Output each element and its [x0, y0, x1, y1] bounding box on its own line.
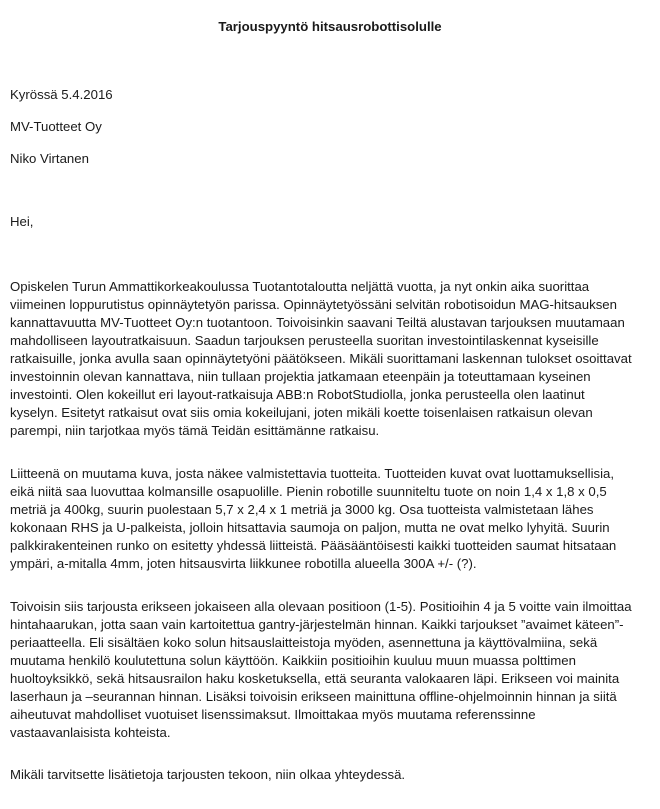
paragraph-line: Opiskelen Turun Ammattikorkeakoulussa Tuotantotaloutta neljättä vuotta, ja nyt onkin aika suorittaa [10, 279, 590, 294]
paragraph-line: metriä ja 400kg, suurin puolestaan 5,7 x 2,4 x 1 metriä ja 3000 kg. Osa tuotteista valmistetaan lähes [10, 502, 594, 517]
paragraph-line: investointi. Olen kokeillut eri layout-ratkaisuja ABB:n RobotStudiolla, jonka perusteella olen laatinut [10, 387, 585, 402]
date-line: Kyrössä 5.4.2016 [10, 87, 113, 102]
paragraph-line: aiheutuvat mahdolliset vuotuiset lisenssimaksut. Ilmoittakaa myös muutama referenssinne [10, 707, 536, 722]
paragraph-line: Mikäli tarvitsette lisätietoja tarjousten tekoon, niin olkaa yhteydessä. [10, 767, 406, 782]
paragraph-line: ympäri, a-mitalla 4mm, joten hitsausvirta liikkunee robotilla alueella 300A +/- (?). [10, 556, 477, 571]
paragraph-line: palkkirakenteinen runko on esitetty yhdessä liitteistä. Pääsääntöisesti kaikki tuotteiden saumat hitsataan [10, 538, 617, 553]
paragraph-line: hintahaarukan, jotta saan vain kartoitettua gantry-järjestelmän hinnan. Kaikki tarjoukset ”avaimet käteen”- [10, 617, 624, 632]
paragraph-line: kannattavuutta MV-Tuotteet Oy:n tuotantoon. Toivoisinkin saavani Teiltä alustavan tarjouksen muutamaan [10, 315, 625, 330]
recipient-company: MV-Tuotteet Oy [10, 119, 102, 134]
paragraph-3 [10, 598, 650, 742]
paragraph-line: muutama henkilö koulutettuna solun käyttöön. Kaikkiin positioihin kuuluu muun muassa polttimen [10, 653, 576, 668]
paragraph-2 [10, 465, 650, 573]
paragraph-line: viimeinen loppurutistus opinnäytetyön parissa. Opinnäytetyössäni selvitän robotisoidun MAG-hitsauksen [10, 297, 617, 312]
greeting: Hei, [10, 214, 34, 229]
paragraph-line: parempi, niin tarjotkaa myös tämä Teidän esittämänne ratkaisu. [10, 423, 380, 438]
paragraph-line: laserhaun ja –seurannan hinnan. Lisäksi toivoisin erikseen mainittuna offline-ohjelmoinnin hinnan ja siitä [10, 689, 617, 704]
paragraph-line: kokonaan RHS ja U-palkeista, jolloin hitsattavia saumoja on paljon, mutta ne ovat melko lyhyitä. Suurin [10, 520, 610, 535]
paragraph-line: ratkaisuille, jonka avulla saan opinnäytetyöni päätökseen. Mikäli suorittamani laskennan tulokset osoittavat [10, 351, 632, 366]
paragraph-line: eikä niitä saa luovuttaa kolmansille osapuolille. Pienin robotille suunniteltu tuote on noin 1,4 x 1,8 x 0,5 [10, 484, 607, 499]
paragraph-line: Liitteenä on muutama kuva, josta näkee valmistettavia tuotteita. Tuotteiden kuvat ovat luottamuksellisia, [10, 466, 615, 481]
paragraph-line: investoinnin olevan kannattava, niin tullaan projektia jatkamaan eteenpäin ja toteuttamaan kyseinen [10, 369, 591, 384]
paragraph-line: vastaavanlaisista kohteista. [10, 725, 171, 740]
paragraph-line: huoltoyksikkö, sekä hitsausrailon haku kosketuksella, että seuranta valokaaren läpi. Erikseen voi mainita [10, 671, 620, 686]
paragraph-line: kyselyn. Esitetyt ratkaisut ovat siis omia kokeilujani, joten mikäli koette toisenlaisen ratkaisun olevan [10, 405, 593, 420]
paragraph-line: mahdolliseen layoutratkaisuun. Saadun tarjouksen perusteella suoritan investointilaskennat kyseisille [10, 333, 599, 348]
paragraph-1 [10, 278, 650, 440]
paragraph-line: Toivoisin siis tarjousta erikseen jokaiseen alla olevaan positioon (1-5). Positioihin 4 ja 5 voitte vain ilmoittaa [10, 599, 632, 614]
paragraph-line: periaatteella. Eli sisältäen koko solun hitsauslaitteistoja myöden, asennettuna ja käyttövalmiina, sekä [10, 635, 598, 650]
paragraph-4 [10, 766, 650, 784]
recipient-person: Niko Virtanen [10, 151, 89, 166]
document-title: Tarjouspyyntö hitsausrobottisolulle [218, 19, 442, 34]
